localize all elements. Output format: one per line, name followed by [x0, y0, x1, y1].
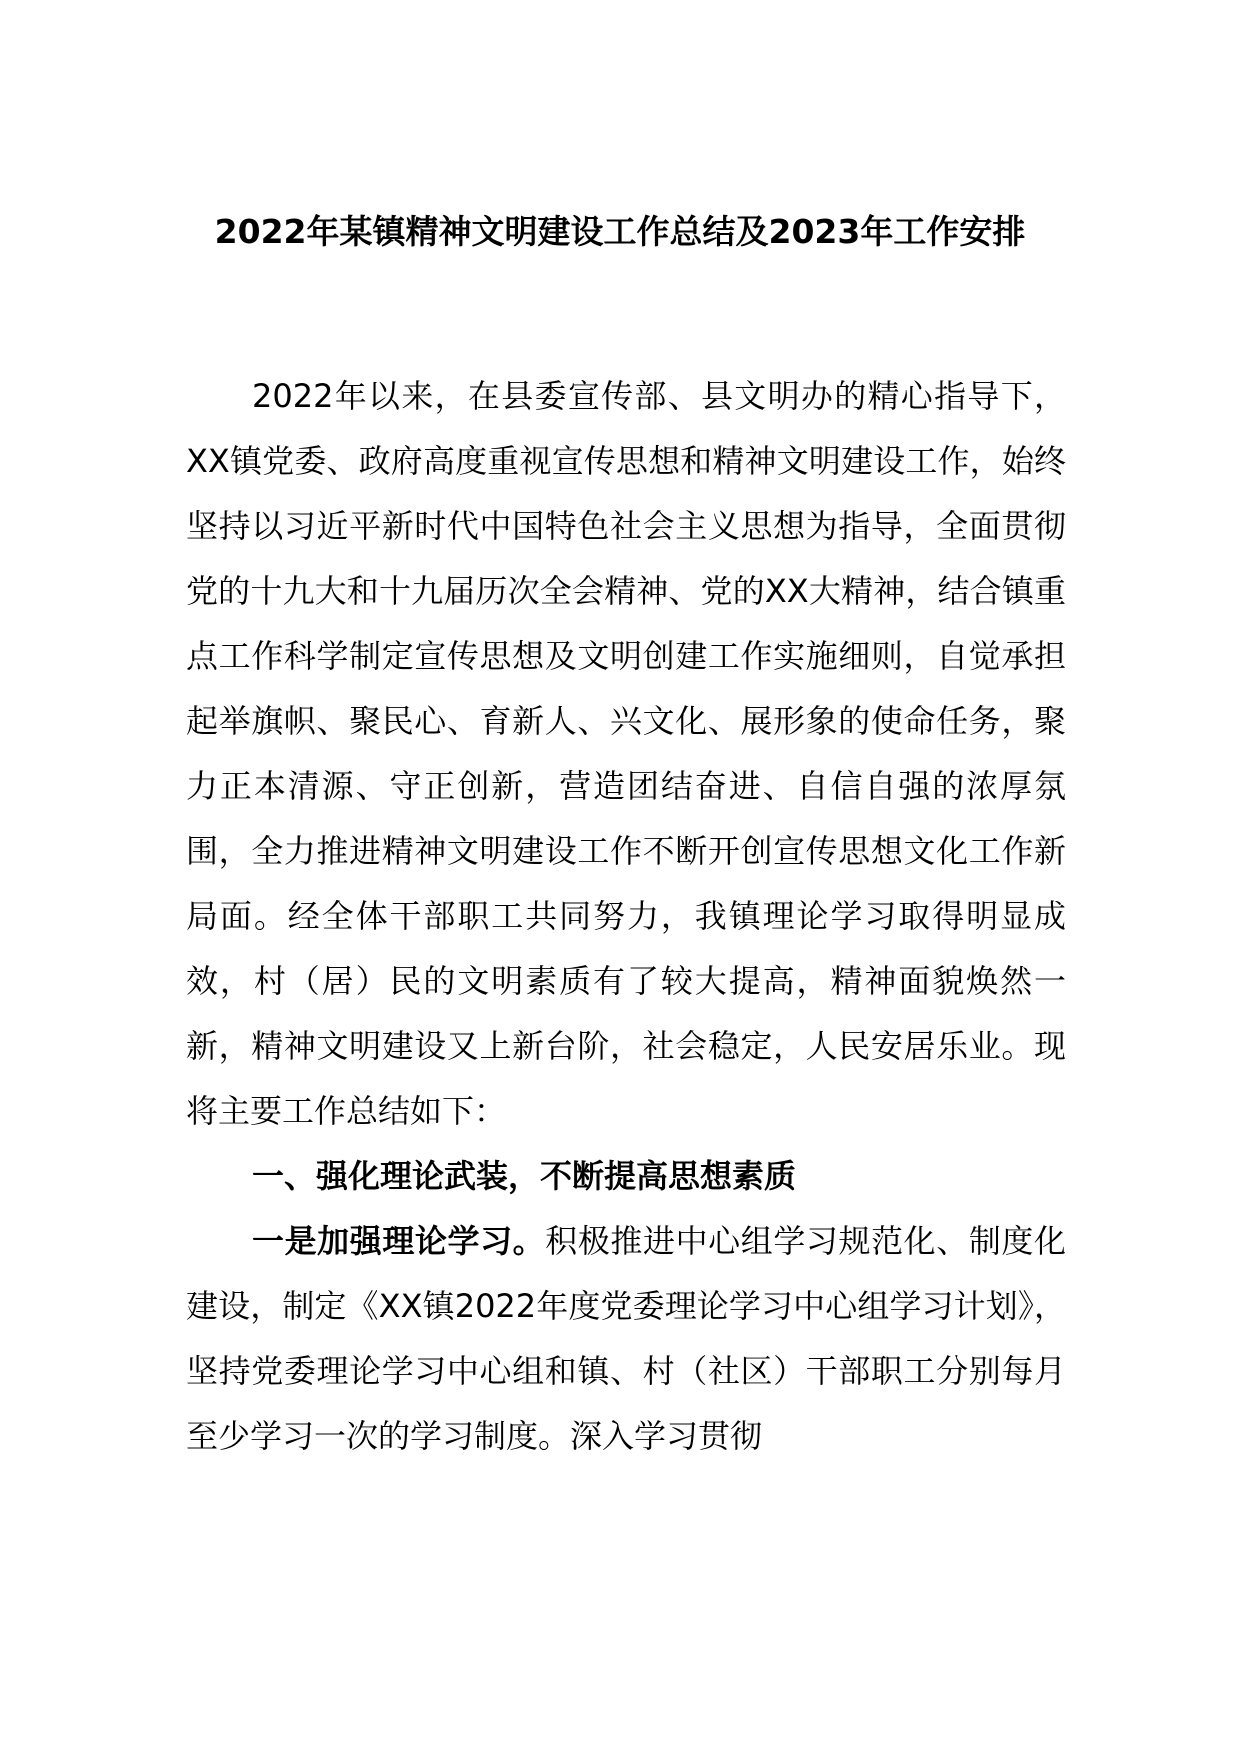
section-heading: 一、强化理论武装，不断提高思想素质	[252, 1157, 797, 1195]
intro-paragraph: 2022年以来，在县委宣传部、县文明办的精心指导下，XX镇党委、政府高度重视宣传思想和精神文明建设工作，始终坚持以习近平新时代中国特色社会主义思想为指导，全面贯彻党的十九大和十九届历次全会精神、党的XX大精神，结合镇重点工作科学制定宣传思想及文明创建工作实施细则，自觉承担起举旗帜、聚民心、育新人、兴文化、展形象的使命任务，聚力正本清源、守正创新，营造团结奋进、自信自强的浓厚氛围，全力推进精神文明建设工作不断开创宣传思想文化工作新局面。经全体干部职工共同努力，我镇理论学习取得明显成效，村（居）民的文明素质有了较大提高，精神面貌焕然一新，精神文明建设又上新台阶，社会稳定，人民安居乐业。现将主要工作总结如下：	[186, 377, 1066, 1130]
document-body	[186, 364, 1066, 1469]
section-paragraph	[186, 1209, 1066, 1469]
paragraph-lead-phrase: 一是加强理论学习。	[252, 1222, 546, 1260]
document-title: 2022年某镇精神文明建设工作总结及2023年工作安排	[214, 212, 1026, 251]
paragraph-text: 积极推进中心组学习规范化、制度化建设，制定《XX镇2022年度党委理论学习中心组学习计划》，坚持党委理论学习中心组和镇、村（社区）干部职工分别每月至少学习一次的学习制度。深入学习贯彻	[186, 1222, 1066, 1455]
